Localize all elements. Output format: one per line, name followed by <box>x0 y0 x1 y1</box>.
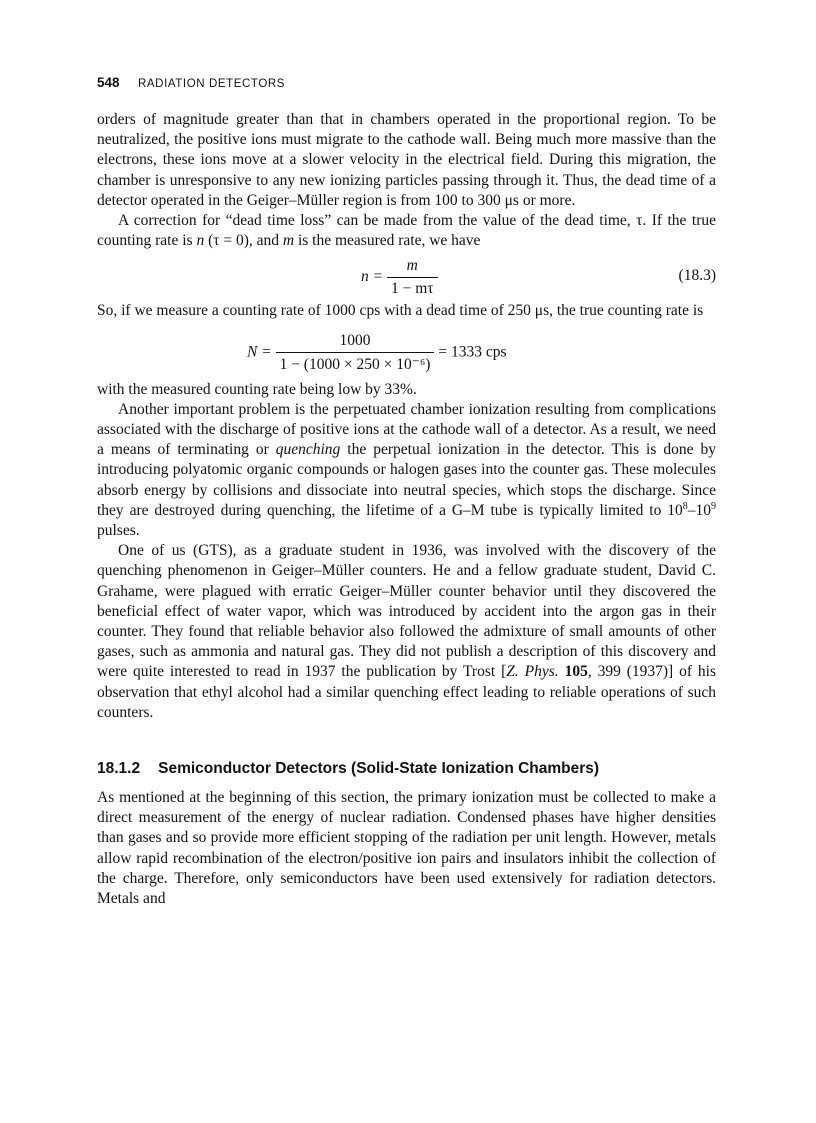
paragraph-2: A correction for “dead time loss” can be made from the value of the dead time, τ. If the true counting rate is n (τ = 0), and m is the measured rate, we have <box>97 212 716 250</box>
equation-fraction: $\frac{m}{1 - m\tau}$ <box>387 257 438 298</box>
paragraph-3: So, if we measure a counting rate of 1000 cps with a dead time of 250 μs, the true counting rate is <box>97 302 704 320</box>
equation-18-3 <box>97 251 716 301</box>
section-title: Semiconductor Detectors (Solid-State Ionization Chambers) <box>158 760 600 778</box>
equation-dead-time-example <box>97 322 716 380</box>
equation-lhs: n = <box>361 268 384 286</box>
equation-result: = 1333 cps <box>438 343 507 361</box>
page-body <box>97 110 716 909</box>
paragraph-7: As mentioned at the beginning of this section, the primary ionization must be collected to make a direct measurement of the energy of nuclear radiation. Condensed phases have higher densities than gases and so provide more efficient stopping of the radiation per unit length. However, metals allow rapid recombination of the electron/positive ion pairs and insulators inhibit the collection of the charge. Therefore, only semiconductors have been used extensively for radiation detectors. Metals and <box>97 789 716 908</box>
paragraph-1: orders of magnitude greater than that in chambers operated in the proportional region. To be neutralized, the positive ions must migrate to the cathode wall. Being much more massive than the electrons, these ions move at a slower velocity in the electrical field. During this migration, the chamber is unresponsive to any new ionizing particles passing through it. Thus, the dead time of a detector operated in the Geiger–Müller region is from 100 to 300 μs or more. <box>97 111 716 209</box>
paragraph-5: Another important problem is the perpetuated chamber ionization resulting from complications associated with the discharge of positive ions at the cathode wall of a detector. As a result, we need a means of terminating or quenching the perpetual ionization in the detector. This is done by introducing polyatomic organic compounds or halogen gases into the counter gas. These molecules absorb energy by collisions and dissociate into neutral species, which stops the discharge. Since they are destroyed during quenching, the lifetime of a G–M tube is typically limited to $10^8-10^9$ pulses. <box>97 400 716 540</box>
section-number: 18.1.2 <box>97 760 141 778</box>
section-heading <box>97 760 716 778</box>
paragraph-4: with the measured counting rate being low by 33%. <box>97 380 417 398</box>
paragraph-6: One of us (GTS), as a graduate student in 1936, was involved with the discovery of the quenching phenomenon in Geiger–Müller counters. He and a fellow graduate student, David C. Grahame, were plagued with erratic Geiger–Müller counter behavior until they discovered the beneficial effect of water vapor, which was introduced by accident into the argon gas in their counter. They found that reliable behavior also followed the admixture of small amounts of other gases, such as ammonia and natural gas. They did not publish a description of this discovery and were quite interested to read in 1937 the publication by Trost [Z. Phys. 105, 399 (1937)] of his observation that ethyl alcohol had a similar quenching effect leading to reliable operations of such counters. <box>97 542 717 721</box>
running-title: RADIATION DETECTORS <box>137 78 286 90</box>
equation-lhs: N = <box>247 343 272 361</box>
page-header <box>97 74 285 92</box>
equation-number: (18.3) <box>678 267 716 285</box>
page-number: 548 <box>97 75 120 90</box>
equation-fraction: $\frac{1000}{\text{1 − (1000 × 250 × 10⁻⁶)}}$ <box>276 332 435 374</box>
